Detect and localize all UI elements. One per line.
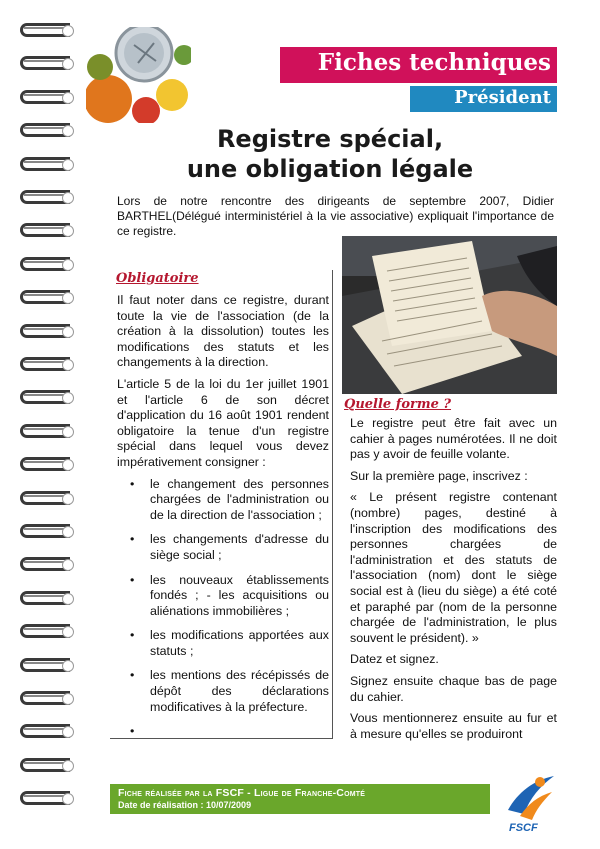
footer-bar: [110, 784, 490, 814]
page-title-line2: une obligation légale: [186, 155, 474, 183]
spiral-ring: [18, 423, 82, 441]
header-decorative-image: [86, 27, 191, 123]
right-paragraph-3: « Le présent registre contenant (nombre) pages, destiné à l'inscription des modifications des personnes chargées de l'administration et des statuts de l'association (nom) dont le siège social est à (lieu du siège) a été coté et paraphé par (nom de la personne chargée de l'administration, le plus souvent le président). »: [350, 490, 557, 645]
list-item: [117, 628, 329, 659]
bullet-icon: •: [130, 532, 135, 547]
spiral-ring: [18, 55, 82, 73]
footer-date: Date de réalisation : 10/07/2009: [118, 800, 252, 810]
list-item: [117, 573, 329, 620]
spiral-ring: [18, 490, 82, 508]
right-paragraph-6: Vous mentionnerez ensuite au fur et à mesure qu'elles se produiront: [350, 711, 557, 741]
bullet-icon: •: [130, 476, 135, 491]
left-column: [117, 293, 329, 739]
spiral-ring: [18, 790, 82, 808]
right-paragraph-2: Sur la première page, inscrivez :: [350, 468, 528, 483]
bullet-icon: •: [130, 668, 135, 683]
spiral-ring: [18, 389, 82, 407]
bullet-icon: •: [130, 724, 135, 739]
header-title: Fiches techniques: [280, 47, 557, 83]
spiral-ring: [18, 723, 82, 741]
list-item-text: les nouveaux établissements fondés ; - les acquisitions ou aliénations immobilières ;: [150, 572, 329, 618]
spiral-ring: [18, 356, 82, 374]
intro-paragraph: Lors de notre rencontre des dirigeants de septembre 2007, Didier BARTHEL(Délégué interministériel à la vie associative) expliquait l'importance de ce registre.: [117, 194, 554, 238]
spiral-ring: [18, 156, 82, 174]
bullet-icon: •: [130, 628, 135, 643]
left-paragraph-2: L'article 5 de la loi du 1er juillet 1901 et l'article 6 de son décret d'application du 16 août 1901 rendent obligatoire la tenue d'un registre spécial dans lequel vous devez impérativement consigner :: [117, 376, 329, 469]
spiral-ring: [18, 690, 82, 708]
obligations-list: [117, 476, 329, 739]
right-paragraph-5: Signez ensuite chaque bas de page du cahier.: [350, 673, 557, 704]
spiral-ring: [18, 623, 82, 641]
list-item: [117, 532, 329, 563]
header-subtitle: Président: [410, 86, 557, 112]
spiral-ring: [18, 590, 82, 608]
spiral-ring: [18, 89, 82, 107]
right-column: [350, 416, 557, 748]
spiral-ring: [18, 289, 82, 307]
spiral-ring: [18, 22, 82, 40]
fscf-logo: [500, 770, 558, 826]
left-paragraph-1: Il faut noter dans ce registre, durant toute la vie de l'association (de la création à la dissolution) toutes les modifications des statuts et les changements à la direction.: [117, 293, 329, 370]
list-item-text: le changement des personnes chargées de l'administration ou de la direction de l'association ;: [150, 476, 329, 522]
section-heading-quelle-forme: Quelle forme ?: [344, 397, 452, 412]
spiral-binding: [18, 22, 82, 822]
spiral-ring: [18, 122, 82, 140]
list-item-text: les modifications apportées aux statuts ;: [150, 628, 329, 658]
list-item: [117, 668, 329, 715]
spiral-ring: [18, 556, 82, 574]
footer-credit: Fiche réalisée par la FSCF - Ligue de Franche-Comté: [118, 787, 366, 799]
register-book-photo: [342, 236, 557, 394]
bullet-icon: •: [130, 572, 135, 587]
spiral-ring: [18, 657, 82, 675]
list-item-text: les mentions des récépissés de dépôt des déclarations modificatives à la préfecture.: [150, 668, 329, 714]
spiral-ring: [18, 523, 82, 541]
right-paragraph-1: Le registre peut être fait avec un cahier à pages numérotées. Il ne doit pas y avoir de feuille volante.: [350, 416, 557, 462]
page-title-line1: Registre spécial,: [216, 125, 444, 153]
spiral-ring: [18, 256, 82, 274]
logo-text: FSCF: [509, 822, 538, 834]
section-heading-obligatoire: Obligatoire: [116, 271, 199, 286]
spiral-ring: [18, 222, 82, 240]
list-item-text: les changements d'adresse du siège social ;: [150, 532, 329, 562]
spiral-ring: [18, 456, 82, 474]
right-paragraph-4: Datez et signez.: [350, 652, 439, 667]
page-title: [120, 124, 540, 184]
list-item: [117, 477, 329, 524]
spiral-ring: [18, 323, 82, 341]
spiral-ring: [18, 757, 82, 775]
spiral-ring: [18, 189, 82, 207]
